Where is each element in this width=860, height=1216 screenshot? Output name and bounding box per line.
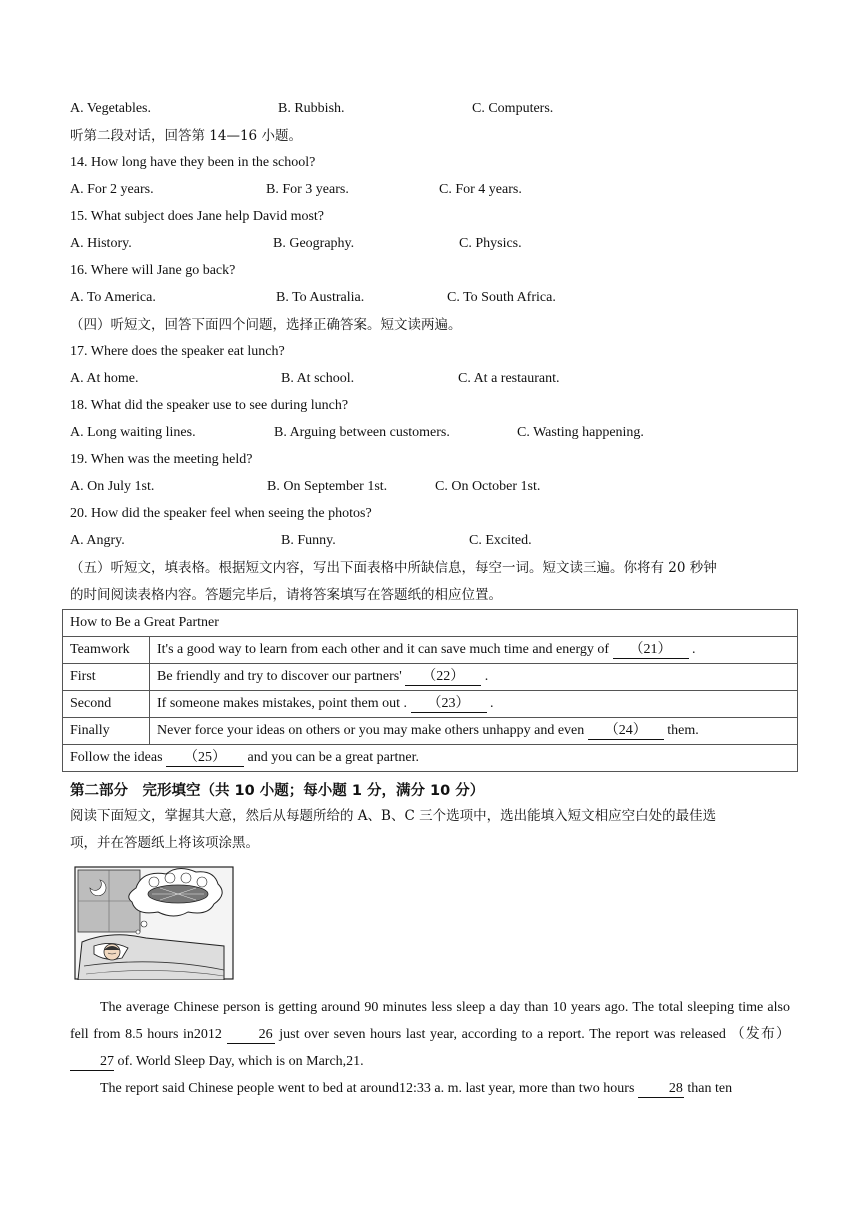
table-row: [63, 664, 798, 691]
q18-option-b: B. Arguing between customers.: [274, 425, 450, 440]
q13-option-c: C. Computers.: [472, 101, 554, 116]
row-label-second: Second: [63, 691, 150, 718]
q18-question: 18. What did the speaker use to see during lunch?: [70, 398, 349, 413]
row-content-teamwork: It's a good way to learn from each other and it can save much time and energy of （21） .: [150, 637, 798, 664]
blank-21[interactable]: （21）: [613, 642, 689, 659]
q13-option-a: A. Vegetables.: [70, 101, 151, 116]
table-row: [63, 718, 798, 745]
q18-option-c: C. Wasting happening.: [517, 425, 644, 440]
q17-option-b: B. At school.: [281, 371, 355, 386]
q14-question: 14. How long have they been in the school?: [70, 155, 316, 170]
q19-option-b: B. On September 1st.: [267, 479, 388, 494]
blank-26[interactable]: 26: [227, 1027, 275, 1044]
q15-option-b: B. Geography.: [273, 236, 355, 251]
sleeping-person-illustration: [74, 866, 234, 980]
q14-option-c: C. For 4 years.: [439, 182, 522, 197]
q15-question: 15. What subject does Jane help David most?: [70, 209, 325, 224]
blank-28[interactable]: 28: [638, 1081, 684, 1098]
q18-option-a: A. Long waiting lines.: [70, 425, 196, 440]
row-content-finally: Never force your ideas on others or you may make others unhappy and even （24） them.: [150, 718, 798, 745]
table-row: [63, 637, 798, 664]
blank-25[interactable]: （25）: [166, 750, 244, 767]
part5-instruction-line2: 的时间阅读表格内容。答题完毕后，请将答案填写在答题纸的相应位置。: [70, 587, 502, 603]
q20-option-a: A. Angry.: [70, 533, 125, 548]
row-content-first: Be friendly and try to discover our partners' （22） .: [150, 664, 798, 691]
q20-question: 20. How did the speaker feel when seeing the photos?: [70, 506, 372, 521]
passage-paragraph-2: The report said Chinese people went to bed at around12:33 a. m. last year, more than two hours 28 than ten: [100, 1081, 733, 1096]
q17-option-c: C. At a restaurant.: [458, 371, 560, 386]
blank-23[interactable]: （23）: [411, 696, 487, 713]
part4-instruction: （四）听短文，回答下面四个问题，选择正确答案。短文读两遍。: [70, 317, 462, 333]
q14-option-a: A. For 2 years.: [70, 182, 154, 197]
q20-option-b: B. Funny.: [281, 533, 336, 548]
q16-option-b: B. To Australia.: [276, 290, 365, 305]
row-label-first: First: [63, 664, 150, 691]
blank-24[interactable]: （24）: [588, 723, 664, 740]
table-title: How to Be a Great Partner: [63, 610, 798, 637]
q15-option-a: A. History.: [70, 236, 132, 251]
dialog2-instruction: 听第二段对话，回答第 14—16 小题。: [70, 128, 302, 144]
q19-question: 19. When was the meeting held?: [70, 452, 253, 467]
table-row: [63, 691, 798, 718]
q20-option-c: C. Excited.: [469, 533, 532, 548]
blank-27[interactable]: 27: [70, 1054, 114, 1071]
q16-option-a: A. To America.: [70, 290, 156, 305]
part5-instruction-line1: （五）听短文，填表格。根据短文内容，写出下面表格中所缺信息，每空一词。短文读三遍。你将有 20 秒钟: [70, 560, 717, 576]
part2-instruction-line1: 阅读下面短文，掌握其大意，然后从每题所给的 A、B、C 三个选项中，选出能填入短文相应空白处的最佳选: [70, 808, 717, 824]
q14-option-b: B. For 3 years.: [266, 182, 349, 197]
blank-22[interactable]: （22）: [405, 669, 481, 686]
q13-option-b: B. Rubbish.: [278, 101, 345, 116]
q17-question: 17. Where does the speaker eat lunch?: [70, 344, 285, 359]
passage-paragraph-1: The average Chinese person is getting around 90 minutes less sleep a day than 10 years ago. The total sleeping time also fell from 8.5 hours in2012 26 just over seven hours last year, according to a report. The report was released （发布） 27 of. World Sleep Day, which is on March,21.: [70, 1000, 791, 1069]
q19-option-c: C. On October 1st.: [435, 479, 541, 494]
q16-question: 16. Where will Jane go back?: [70, 263, 236, 278]
fill-in-table: [62, 609, 798, 772]
q19-option-a: A. On July 1st.: [70, 479, 155, 494]
part2-heading: 第二部分 完形填空（共 10 小题；每小题 1 分，满分 10 分）: [70, 783, 485, 799]
q17-option-a: A. At home.: [70, 371, 139, 386]
q15-option-c: C. Physics.: [459, 236, 522, 251]
row-label-finally: Finally: [63, 718, 150, 745]
row-content-second: If someone makes mistakes, point them out . （23） .: [150, 691, 798, 718]
q16-option-c: C. To South Africa.: [447, 290, 556, 305]
table-row: [63, 745, 798, 772]
row-content-follow: Follow the ideas （25） and you can be a great partner.: [63, 745, 798, 772]
row-label-teamwork: Teamwork: [63, 637, 150, 664]
part2-instruction-line2: 项，并在答题纸上将该项涂黑。: [70, 835, 259, 851]
